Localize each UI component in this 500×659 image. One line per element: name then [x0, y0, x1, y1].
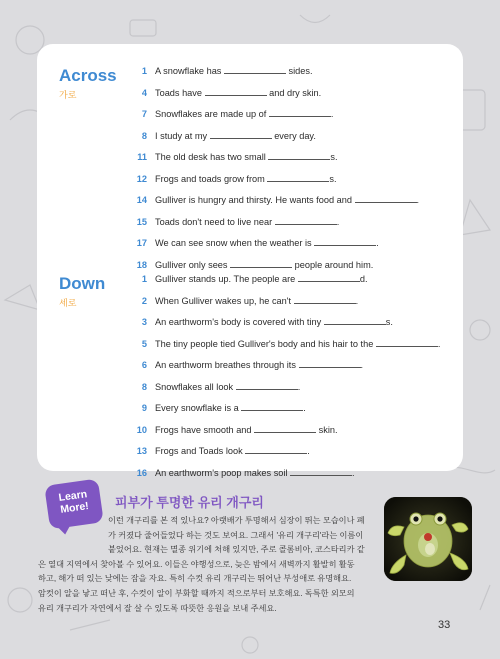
- answer-blank: [298, 273, 360, 282]
- answer-blank: [314, 237, 376, 246]
- answer-blank: [230, 259, 292, 268]
- glass-frog-photo: [384, 497, 472, 581]
- clue-number: 16: [136, 467, 147, 478]
- answer-blank: [254, 424, 316, 433]
- crossword-clues-card: [37, 44, 463, 478]
- clue-number: 8: [141, 381, 147, 392]
- clue-text: Toads have and dry skin.: [155, 87, 322, 98]
- clue-text: An earthworm's body is covered with tiny s.: [155, 317, 393, 327]
- clue-number: 14: [136, 195, 147, 205]
- clue-text: Snowflakes are made up of .: [155, 109, 334, 119]
- down-title: Down: [59, 274, 106, 293]
- answer-blank: [205, 87, 267, 96]
- answer-blank: [241, 402, 303, 411]
- clue-number: 5: [141, 338, 147, 349]
- answer-blank: [376, 338, 438, 347]
- body-line: 은 열대 지역에서 찾아볼 수 있어요. 이들은 야행성으로, 늦은 밤에서 새벽까지 활발히 활동: [38, 559, 355, 569]
- down-subtitle: 세로: [59, 298, 77, 308]
- clue-text: We can see snow when the weather is .: [155, 238, 379, 248]
- clue-text: Frogs and Toads look .: [155, 446, 310, 456]
- clue-text: A snowflake has sides.: [155, 66, 313, 76]
- clue-text: Toads don't need to live near .: [155, 216, 340, 227]
- clue-text: Gulliver is hungry and thirsty. He wants food and .: [155, 195, 420, 205]
- clue-number: 18: [136, 259, 147, 270]
- clue-number: 11: [137, 152, 147, 162]
- clue-text: The tiny people tied Gulliver's body and his hair to the .: [155, 338, 441, 349]
- answer-blank: [324, 316, 386, 325]
- body-line: 가 커졌다 줄어들었다 하는 것도 보여요. 그래서 '유리 개구리'라는 이름이: [108, 530, 364, 540]
- clue-number: 4: [141, 87, 147, 98]
- answer-blank: [269, 108, 331, 117]
- clue-text: Frogs have smooth and skin.: [155, 424, 338, 435]
- answer-blank: [268, 151, 330, 160]
- answer-blank: [290, 467, 352, 476]
- clue-number: 6: [141, 360, 147, 370]
- clue-number: 10: [136, 424, 147, 435]
- clue-text: An earthworm's poop makes soil .: [155, 467, 355, 478]
- clue-text: The old desk has two small s.: [155, 152, 338, 162]
- answer-blank: [236, 381, 298, 390]
- body-line: 붙었어요. 현재는 멸종 위기에 처해 있지만, 주로 콜롬비아, 코스타리카 같: [108, 545, 365, 555]
- clue-number: 2: [141, 295, 147, 306]
- clue-text: Gulliver stands up. The people are d.: [155, 274, 368, 284]
- answer-blank: [294, 295, 356, 304]
- clue-text: I study at my every day.: [155, 130, 316, 141]
- body-line: 유리 개구리가 자연에서 잘 살 수 있도록 따뜻한 응원을 보내 주세요.: [38, 603, 277, 613]
- body-line: 이런 개구리를 본 적 있나요? 아랫배가 투명해서 심장이 뛰는 모습이나 폐: [108, 516, 365, 525]
- glass-frog-illustration: [384, 497, 472, 581]
- clue-text: Gulliver only sees people around him.: [155, 259, 374, 270]
- page-number: 33: [438, 619, 451, 631]
- clue-number: 13: [136, 446, 147, 456]
- answer-blank: [275, 216, 337, 225]
- clue-number: 9: [141, 403, 147, 413]
- answer-blank: [210, 130, 272, 139]
- answer-blank: [245, 445, 307, 454]
- body-line: 암컷이 알을 낳고 떠난 후, 수컷이 알이 부화할 때까지 적으로부터 보호해요. 독특한 외모의: [38, 588, 355, 598]
- clue-text: Frogs and toads grow from s.: [155, 173, 337, 184]
- clue-text: Every snowflake is a .: [155, 403, 306, 413]
- clue-text: Snowflakes all look .: [155, 381, 301, 392]
- clue-number: 12: [136, 173, 147, 184]
- across-title: Across: [59, 66, 117, 85]
- answer-blank: [267, 173, 329, 182]
- clue-number: 1: [141, 274, 147, 284]
- clue-number: 1: [141, 66, 147, 76]
- across-subtitle: 가로: [59, 90, 77, 100]
- clue-number: 15: [136, 216, 147, 227]
- badge-line-2: More!: [59, 500, 90, 516]
- answer-blank: [299, 359, 361, 368]
- clue-number: 3: [141, 317, 147, 327]
- body-line: 하고, 해가 떠 있는 낮에는 잠을 자요. 특히 수컷 유리 개구리는 뛰어난 부성애로 유명해요.: [38, 574, 352, 584]
- answer-blank: [355, 194, 417, 203]
- clue-text: When Gulliver wakes up, he can't .: [155, 295, 359, 306]
- across-heading: [59, 66, 117, 101]
- learn-more-body: [38, 514, 383, 616]
- badge-line-1: Learn: [57, 488, 88, 505]
- clue-number: 8: [141, 130, 147, 141]
- answer-blank: [224, 65, 286, 74]
- clue-number: 7: [141, 109, 147, 119]
- clue-number: 17: [136, 238, 147, 248]
- clue-text: An earthworm breathes through its .: [155, 360, 364, 370]
- learn-more-title: 피부가 투명한 유리 개구리: [115, 495, 264, 510]
- down-heading: [59, 274, 105, 309]
